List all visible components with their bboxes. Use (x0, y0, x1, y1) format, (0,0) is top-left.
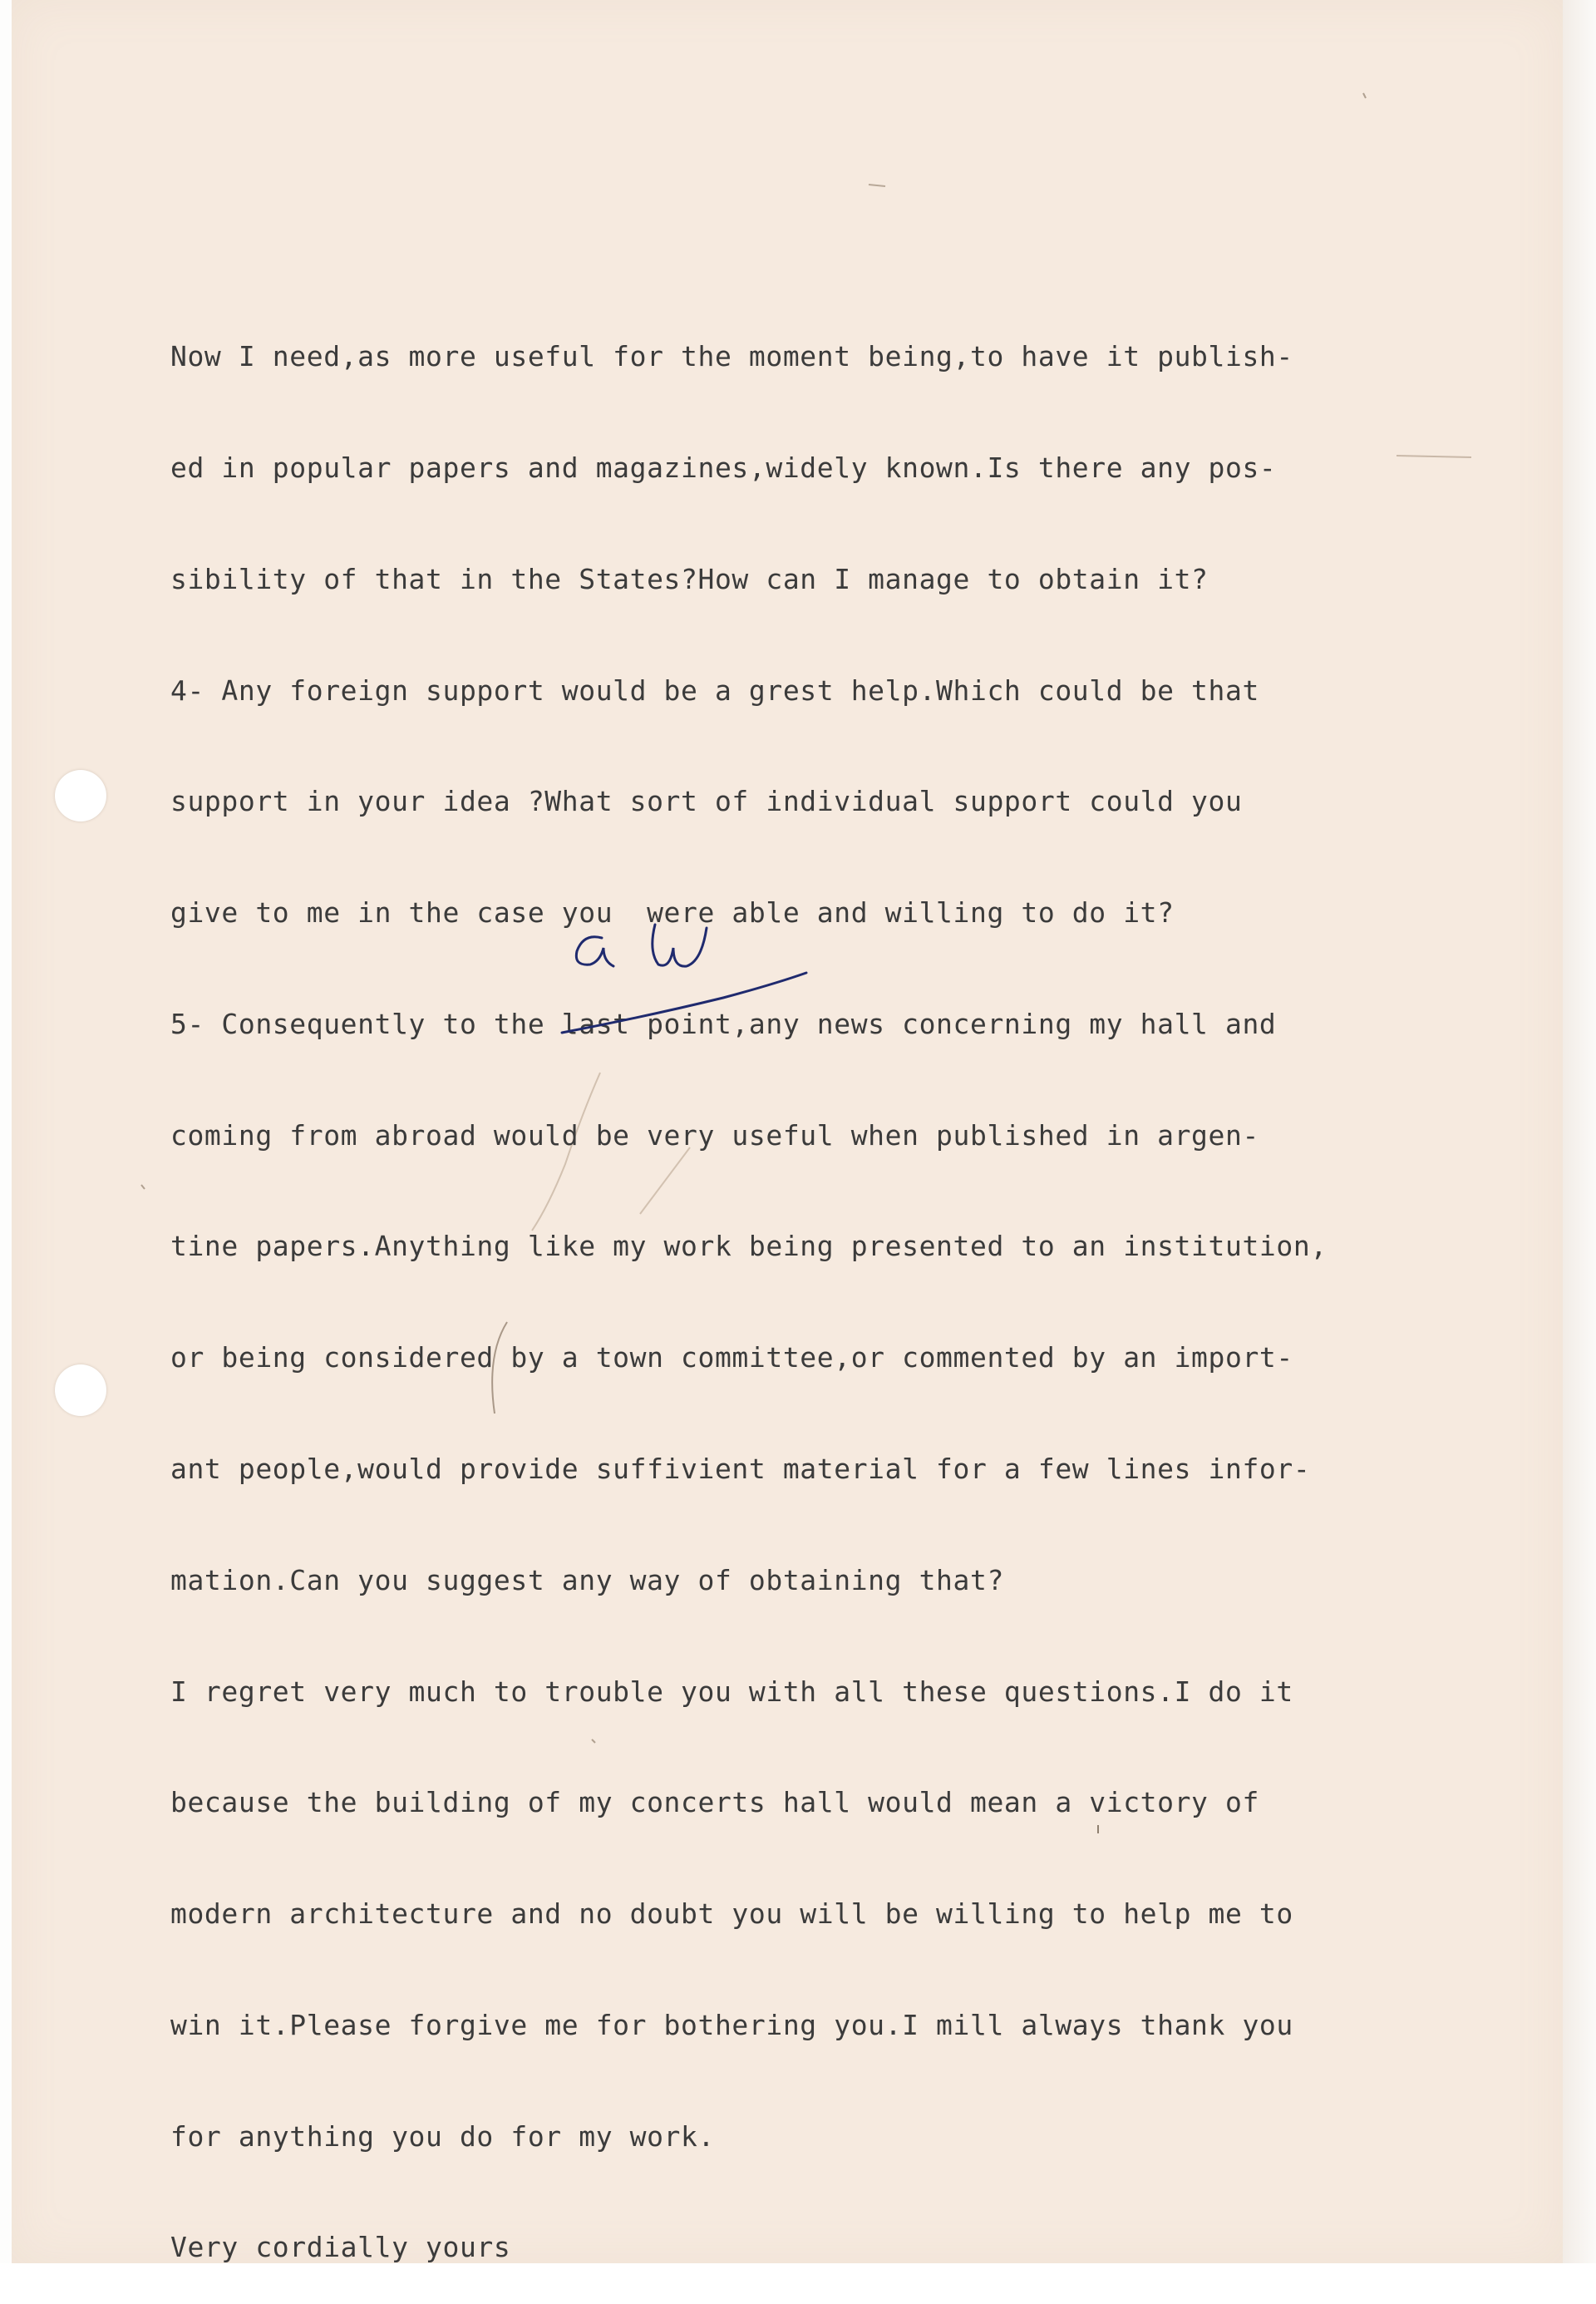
letter-line: sibility of that in the States?How can I manage to obtain it? (170, 562, 1209, 595)
letter-line: Now I need,as more useful for the moment being,to have it publish- (170, 340, 1293, 373)
letter-line: ant people,would provide suffivient material for a few lines infor- (170, 1453, 1311, 1485)
letter-line: coming from abroad would be very useful when published in argen- (170, 1118, 1259, 1152)
paper-edge (1563, 0, 1596, 2263)
letter-line: for anything you do for my work. (170, 2119, 715, 2153)
letter-line: win it.Please forgive me for bothering you.I mill always thank you (170, 2008, 1293, 2041)
handwritten-signature (549, 915, 823, 1048)
typed-letter-body (170, 264, 1534, 2304)
letter-line: give to me in the case you were able and willing to do it? (170, 896, 1175, 930)
letter-line: ed in popular papers and magazines,widely known.Is there any pos- (170, 451, 1277, 484)
letter-line: modern architecture and no doubt you will be willing to help me to (170, 1897, 1293, 1931)
letter-line: mation.Can you suggest any way of obtaining that? (170, 1563, 1004, 1596)
letter-line: support in your idea ?What sort of individual support could you (170, 785, 1243, 818)
letter-line: tine papers.Anything like my work being presented to an institution, (170, 1230, 1328, 1263)
letter-line: I regret very much to trouble you with all these questions.I do it (170, 1675, 1293, 1708)
letter-line: 5- Consequently to the last point,any news concerning my hall and (170, 1007, 1277, 1040)
letter-line: or being considered by a town committee,or commented by an import- (170, 1341, 1293, 1374)
letter-line: because the building of my concerts hall would mean a victory of (170, 1786, 1259, 1819)
closing-line: Very cordially yours (170, 2231, 511, 2264)
punch-hole-lower (55, 1364, 106, 1416)
letter-line: 4- Any foreign support would be a grest help.Which could be that (170, 673, 1259, 707)
punch-hole-upper (55, 770, 106, 821)
